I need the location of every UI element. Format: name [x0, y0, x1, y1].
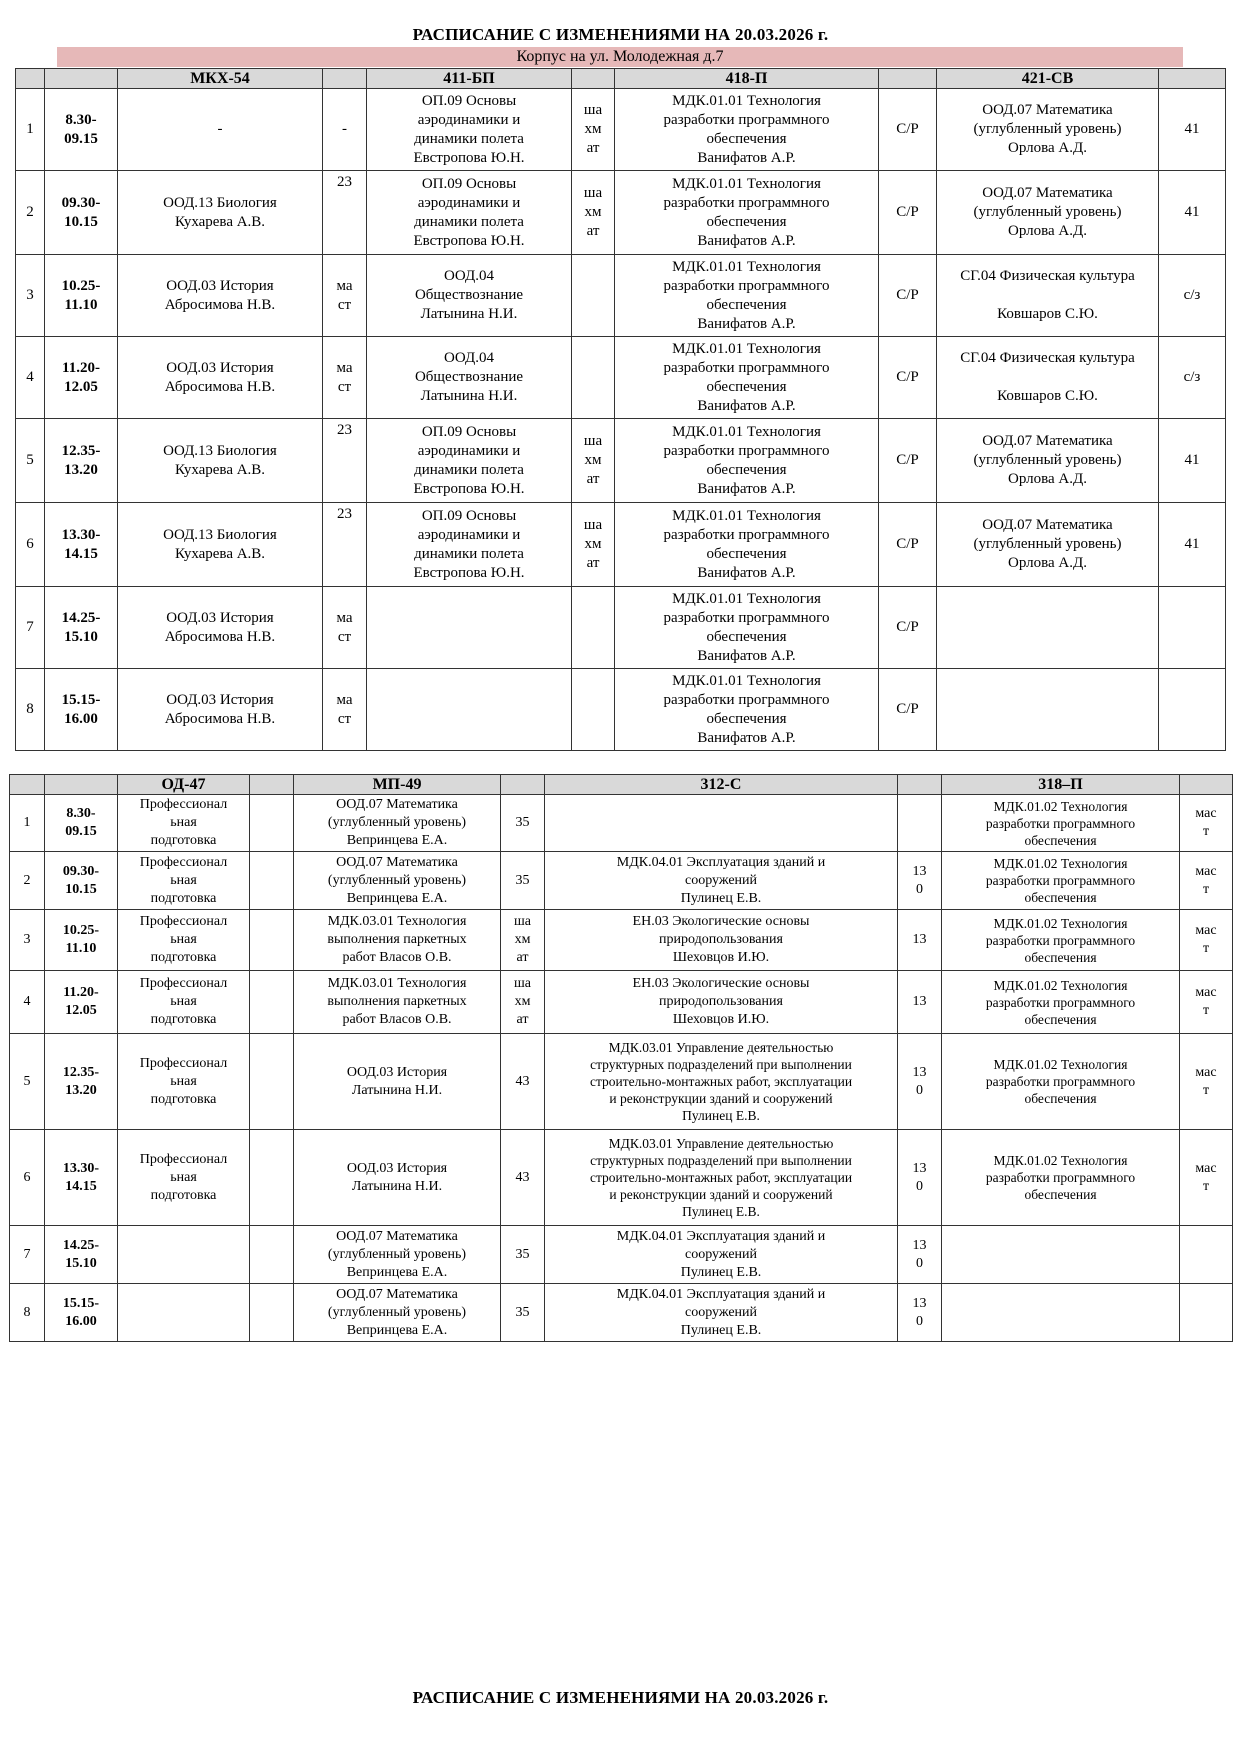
room-cell: С/Р [879, 587, 937, 669]
group-header-room [1159, 69, 1226, 89]
room-cell: ша хм ат [572, 419, 615, 503]
lesson-number: 3 [10, 910, 45, 971]
room-cell: 43 [501, 1130, 545, 1226]
lesson-cell: МДК.03.01 Управление деятельностью структурных подразделений при выполнении строительно-монтажных работ, эксплуатации и реконструкции зданий и сооружений Пулинец Е.В. [545, 1034, 898, 1130]
group-header: МКХ-54 [118, 69, 323, 89]
table-header-row [16, 69, 1226, 89]
lesson-number: 1 [16, 89, 45, 171]
lesson-cell: МДК.03.01 Управление деятельностью структурных подразделений при выполнении строительно-монтажных работ, эксплуатации и реконструкции зданий и сооружений Пулинец Е.В. [545, 1130, 898, 1226]
lesson-cell: СГ.04 Физическая культура Ковшаров С.Ю. [937, 337, 1159, 419]
lesson-cell: ООД.07 Математика (углубленный уровень) Орлова А.Д. [937, 503, 1159, 587]
lesson-time: 13.30- 14.15 [45, 1130, 118, 1226]
lesson-cell: МДК.01.02 Технология разработки программного обеспечения [942, 852, 1180, 910]
lesson-cell: ООД.07 Математика (углубленный уровень) Орлова А.Д. [937, 89, 1159, 171]
room-cell [572, 587, 615, 669]
room-cell: 35 [501, 795, 545, 852]
lesson-cell: МДК.01.01 Технология разработки программного обеспечения Ванифатов А.Р. [615, 255, 879, 337]
lesson-cell: ООД.03 История Латынина Н.И. [294, 1130, 501, 1226]
lesson-cell: Профессионал ьная подготовка [118, 971, 250, 1034]
lesson-cell: ООД.03 История Абросимова Н.В. [118, 337, 323, 419]
group-header: 312-С [545, 775, 898, 795]
lesson-time: 10.25- 11.10 [45, 255, 118, 337]
room-cell [1180, 1226, 1233, 1284]
room-cell: ша хм ат [572, 503, 615, 587]
lesson-time: 13.30- 14.15 [45, 503, 118, 587]
room-cell [250, 971, 294, 1034]
lesson-number: 4 [10, 971, 45, 1034]
lesson-cell: ООД.04 Обществознание Латынина Н.И. [367, 337, 572, 419]
table-row [10, 1284, 1233, 1342]
group-header: 411-БП [367, 69, 572, 89]
header-num [16, 69, 45, 89]
lesson-cell [942, 1284, 1180, 1342]
group-header-room [572, 69, 615, 89]
lesson-cell [118, 1284, 250, 1342]
lesson-cell: МДК.01.01 Технология разработки программного обеспечения Ванифатов А.Р. [615, 587, 879, 669]
lesson-cell: МДК.01.02 Технология разработки программного обеспечения [942, 971, 1180, 1034]
lesson-time: 15.15- 16.00 [45, 1284, 118, 1342]
room-cell [572, 337, 615, 419]
room-cell [572, 255, 615, 337]
room-cell: мас т [1180, 910, 1233, 971]
page-title: РАСПИСАНИЕ С ИЗМЕНЕНИЯМИ НА 20.03.2026 г. [412, 25, 829, 44]
room-cell: с/з [1159, 337, 1226, 419]
lesson-cell: ЕН.03 Экологические основы природопользования Шеховцов И.Ю. [545, 910, 898, 971]
table-row [10, 910, 1233, 971]
lesson-cell: ООД.07 Математика (углубленный уровень) Орлова А.Д. [937, 171, 1159, 255]
lesson-cell: МДК.01.02 Технология разработки программного обеспечения [942, 910, 1180, 971]
lesson-time: 11.20- 12.05 [45, 971, 118, 1034]
page-title-repeat: РАСПИСАНИЕ С ИЗМЕНЕНИЯМИ НА 20.03.2026 г. [412, 1688, 829, 1707]
room-cell: 43 [501, 1034, 545, 1130]
room-cell: ша хм ат [501, 971, 545, 1034]
room-cell: 23 [323, 419, 367, 503]
room-cell: С/Р [879, 89, 937, 171]
group-header-room [250, 775, 294, 795]
lesson-cell: МДК.04.01 Эксплуатация зданий и сооружений Пулинец Е.В. [545, 852, 898, 910]
room-cell [1159, 669, 1226, 751]
lesson-cell [367, 587, 572, 669]
room-cell: 23 [323, 171, 367, 255]
lesson-number: 5 [16, 419, 45, 503]
header-time [45, 69, 118, 89]
lesson-cell: МДК.01.02 Технология разработки программного обеспечения [942, 1130, 1180, 1226]
room-cell: С/Р [879, 503, 937, 587]
lesson-cell: ООД.07 Математика (углубленный уровень) Вепринцева Е.А. [294, 795, 501, 852]
header-num [10, 775, 45, 795]
lesson-number: 7 [10, 1226, 45, 1284]
group-header: 318–П [942, 775, 1180, 795]
lesson-cell: ООД.13 Биология Кухарева А.В. [118, 503, 323, 587]
room-cell: ма ст [323, 337, 367, 419]
lesson-cell: ООД.04 Обществознание Латынина Н.И. [367, 255, 572, 337]
lesson-cell: Профессионал ьная подготовка [118, 910, 250, 971]
room-cell: 41 [1159, 89, 1226, 171]
lesson-cell: МДК.01.01 Технология разработки программного обеспечения Ванифатов А.Р. [615, 171, 879, 255]
group-header: ОД-47 [118, 775, 250, 795]
lesson-cell [942, 1226, 1180, 1284]
table-row [10, 1034, 1233, 1130]
table-row [16, 669, 1226, 751]
room-cell [250, 795, 294, 852]
lesson-cell: МДК.01.01 Технология разработки программного обеспечения Ванифатов А.Р. [615, 669, 879, 751]
lesson-cell: МДК.03.01 Технология выполнения паркетных работ Власов О.В. [294, 910, 501, 971]
lesson-number: 6 [16, 503, 45, 587]
room-cell: 13 0 [898, 1226, 942, 1284]
lesson-time: 15.15- 16.00 [45, 669, 118, 751]
lesson-cell: МДК.01.01 Технология разработки программного обеспечения Ванифатов А.Р. [615, 337, 879, 419]
room-cell [250, 1130, 294, 1226]
header-time [45, 775, 118, 795]
room-cell: мас т [1180, 1034, 1233, 1130]
room-cell: С/Р [879, 255, 937, 337]
room-cell: мас т [1180, 852, 1233, 910]
table-row [10, 795, 1233, 852]
lesson-cell: ООД.07 Математика (углубленный уровень) Вепринцева Е.А. [294, 1284, 501, 1342]
room-cell: ша хм ат [501, 910, 545, 971]
room-cell: - [323, 89, 367, 171]
lesson-cell: Профессионал ьная подготовка [118, 852, 250, 910]
lesson-cell: ООД.03 История Абросимова Н.В. [118, 587, 323, 669]
group-header-room [501, 775, 545, 795]
schedule-table-1 [15, 68, 1226, 751]
room-cell: 35 [501, 1284, 545, 1342]
room-cell: 23 [323, 503, 367, 587]
lesson-cell: МДК.01.02 Технология разработки программного обеспечения [942, 795, 1180, 852]
lesson-number: 4 [16, 337, 45, 419]
lesson-cell: Профессионал ьная подготовка [118, 1130, 250, 1226]
room-cell: 41 [1159, 171, 1226, 255]
room-cell: 35 [501, 1226, 545, 1284]
lesson-number: 8 [16, 669, 45, 751]
lesson-cell: ЕН.03 Экологические основы природопользования Шеховцов И.Ю. [545, 971, 898, 1034]
lesson-number: 2 [10, 852, 45, 910]
room-cell [250, 910, 294, 971]
group-header-room [879, 69, 937, 89]
room-cell [1159, 587, 1226, 669]
group-header-room [323, 69, 367, 89]
room-cell: С/Р [879, 337, 937, 419]
room-cell: мас т [1180, 795, 1233, 852]
table-row [16, 587, 1226, 669]
lesson-cell: МДК.01.01 Технология разработки программного обеспечения Ванифатов А.Р. [615, 419, 879, 503]
group-header-room [898, 775, 942, 795]
group-header: МП-49 [294, 775, 501, 795]
table-row [16, 89, 1226, 171]
room-cell: 35 [501, 852, 545, 910]
lesson-cell: - [118, 89, 323, 171]
lesson-number: 3 [16, 255, 45, 337]
table-row [16, 503, 1226, 587]
room-cell [250, 1226, 294, 1284]
lesson-cell: ОП.09 Основы аэродинамики и динамики полета Евстропова Ю.Н. [367, 419, 572, 503]
room-cell: 13 0 [898, 852, 942, 910]
lesson-number: 2 [16, 171, 45, 255]
lesson-cell: ООД.03 История Абросимова Н.В. [118, 669, 323, 751]
room-cell: 41 [1159, 503, 1226, 587]
room-cell: 41 [1159, 419, 1226, 503]
lesson-time: 09.30- 10.15 [45, 171, 118, 255]
room-cell: 13 0 [898, 1130, 942, 1226]
lesson-cell: ООД.07 Математика (углубленный уровень) Вепринцева Е.А. [294, 852, 501, 910]
table-row [10, 1226, 1233, 1284]
room-cell: ма ст [323, 255, 367, 337]
room-cell: 13 0 [898, 1284, 942, 1342]
lesson-time: 12.35- 13.20 [45, 419, 118, 503]
lesson-number: 5 [10, 1034, 45, 1130]
campus-banner: Корпус на ул. Молодежная д.7 [57, 47, 1183, 67]
lesson-time: 14.25- 15.10 [45, 1226, 118, 1284]
lesson-number: 7 [16, 587, 45, 669]
room-cell [898, 795, 942, 852]
lesson-cell: МДК.04.01 Эксплуатация зданий и сооружений Пулинец Е.В. [545, 1284, 898, 1342]
lesson-cell: Профессионал ьная подготовка [118, 1034, 250, 1130]
lesson-cell [367, 669, 572, 751]
lesson-time: 11.20- 12.05 [45, 337, 118, 419]
lesson-cell: ООД.03 История Латынина Н.И. [294, 1034, 501, 1130]
lesson-time: 12.35- 13.20 [45, 1034, 118, 1130]
group-header: 421-СВ [937, 69, 1159, 89]
room-cell: С/Р [879, 171, 937, 255]
lesson-cell: СГ.04 Физическая культура Ковшаров С.Ю. [937, 255, 1159, 337]
lesson-cell: МДК.01.01 Технология разработки программного обеспечения Ванифатов А.Р. [615, 503, 879, 587]
lesson-cell: ООД.03 История Абросимова Н.В. [118, 255, 323, 337]
lesson-number: 8 [10, 1284, 45, 1342]
table-header-row [10, 775, 1233, 795]
room-cell [1180, 1284, 1233, 1342]
lesson-cell [937, 669, 1159, 751]
room-cell: ма ст [323, 669, 367, 751]
lesson-number: 6 [10, 1130, 45, 1226]
lesson-cell: ООД.07 Математика (углубленный уровень) Вепринцева Е.А. [294, 1226, 501, 1284]
lesson-cell: ОП.09 Основы аэродинамики и динамики полета Евстропова Ю.Н. [367, 171, 572, 255]
lesson-cell: МДК.01.02 Технология разработки программного обеспечения [942, 1034, 1180, 1130]
table-row [16, 337, 1226, 419]
lesson-cell [937, 587, 1159, 669]
table-row [10, 1130, 1233, 1226]
room-cell: ша хм ат [572, 171, 615, 255]
room-cell [572, 669, 615, 751]
table-row [10, 852, 1233, 910]
room-cell: С/Р [879, 419, 937, 503]
lesson-cell: МДК.04.01 Эксплуатация зданий и сооружений Пулинец Е.В. [545, 1226, 898, 1284]
group-header: 418-П [615, 69, 879, 89]
table-row [16, 255, 1226, 337]
lesson-cell: ООД.13 Биология Кухарева А.В. [118, 171, 323, 255]
room-cell: с/з [1159, 255, 1226, 337]
lesson-cell: ООД.07 Математика (углубленный уровень) Орлова А.Д. [937, 419, 1159, 503]
table-row [16, 419, 1226, 503]
group-header-room [1180, 775, 1233, 795]
room-cell [250, 852, 294, 910]
table-row [16, 171, 1226, 255]
room-cell: мас т [1180, 1130, 1233, 1226]
lesson-time: 8.30- 09.15 [45, 795, 118, 852]
schedule-table-2 [9, 774, 1233, 1342]
lesson-cell [545, 795, 898, 852]
room-cell [250, 1034, 294, 1130]
room-cell: ма ст [323, 587, 367, 669]
room-cell: мас т [1180, 971, 1233, 1034]
lesson-cell [118, 1226, 250, 1284]
table-row [10, 971, 1233, 1034]
room-cell [250, 1284, 294, 1342]
lesson-cell: МДК.03.01 Технология выполнения паркетных работ Власов О.В. [294, 971, 501, 1034]
lesson-cell: ООД.13 Биология Кухарева А.В. [118, 419, 323, 503]
room-cell: 13 0 [898, 1034, 942, 1130]
lesson-cell: ОП.09 Основы аэродинамики и динамики полета Евстропова Ю.Н. [367, 89, 572, 171]
room-cell: ша хм ат [572, 89, 615, 171]
lesson-time: 14.25- 15.10 [45, 587, 118, 669]
lesson-cell: Профессионал ьная подготовка [118, 795, 250, 852]
room-cell: 13 [898, 971, 942, 1034]
lesson-number: 1 [10, 795, 45, 852]
lesson-time: 8.30- 09.15 [45, 89, 118, 171]
room-cell: С/Р [879, 669, 937, 751]
lesson-time: 09.30- 10.15 [45, 852, 118, 910]
room-cell: 13 [898, 910, 942, 971]
lesson-cell: ОП.09 Основы аэродинамики и динамики полета Евстропова Ю.Н. [367, 503, 572, 587]
lesson-cell: МДК.01.01 Технология разработки программного обеспечения Ванифатов А.Р. [615, 89, 879, 171]
lesson-time: 10.25- 11.10 [45, 910, 118, 971]
